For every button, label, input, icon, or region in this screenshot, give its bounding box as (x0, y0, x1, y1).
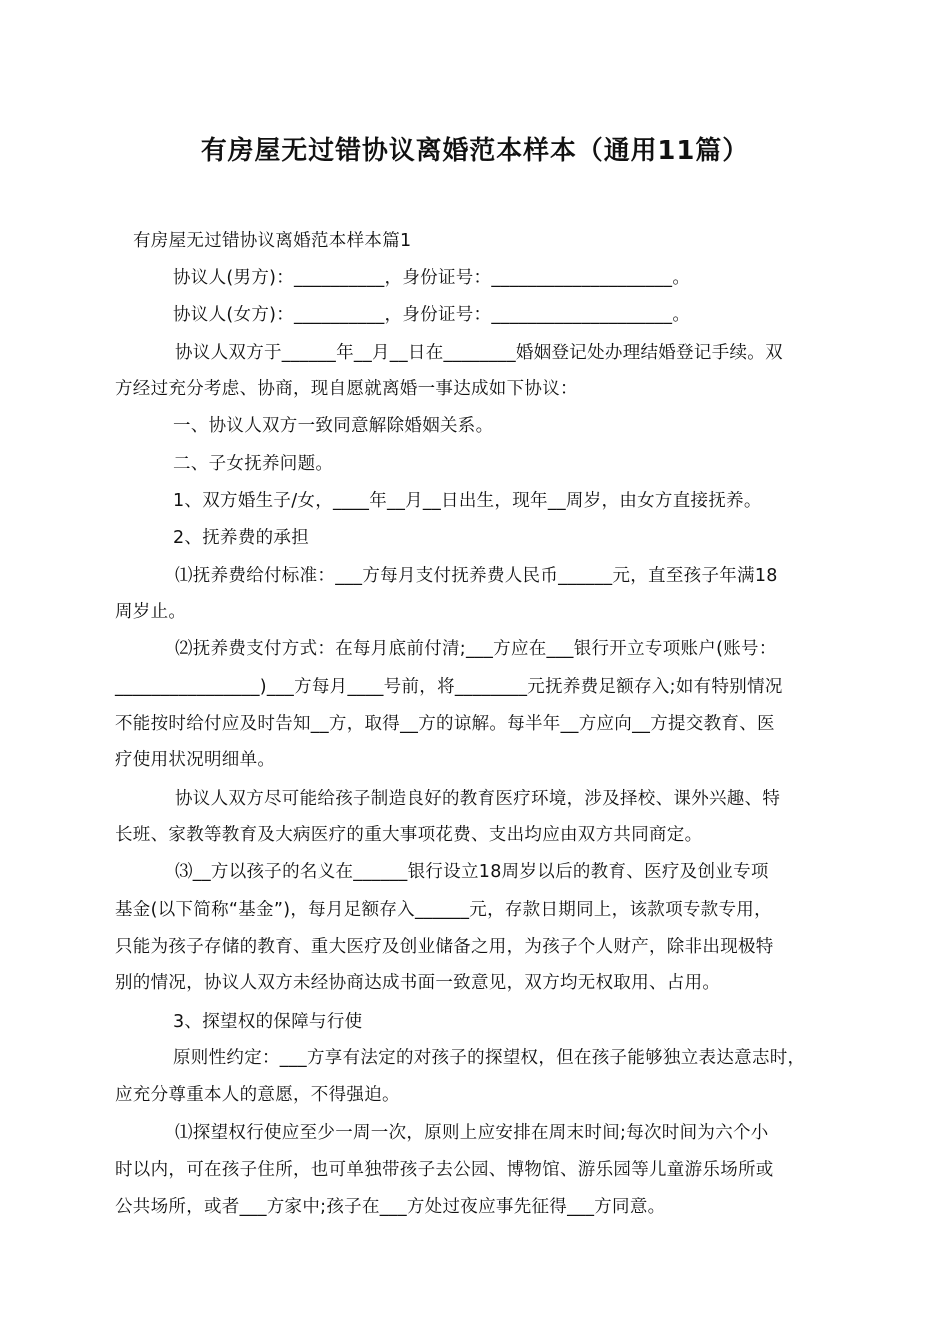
paragraph-line: ⑴抚养费给付标准：___方每月支付抚养费人民币______元，直至孩子年满18 (175, 566, 778, 586)
paragraph-line: 2、抚养费的承担 (173, 528, 310, 548)
paragraph-line: 方经过充分考虑、协商，现自愿就离婚一事达成如下协议： (115, 379, 578, 399)
paragraph-line: 协议人双方尽可能给孩子制造良好的教育医疗环境，涉及择校、课外兴趣、特 (175, 789, 781, 809)
paragraph-line: 协议人双方于______年__月__日在________婚姻登记处办理结婚登记手续。双 (175, 343, 783, 363)
paragraph-line: 原则性约定：___方享有法定的对孩子的探望权，但在孩子能够独立表达意志时， (173, 1048, 806, 1068)
paragraph-line: 1、双方婚生子/女，____年__月__日出生，现年__周岁，由女方直接抚养。 (173, 491, 762, 511)
paragraph-line: 应充分尊重本人的意愿，不得强迫。 (115, 1085, 400, 1105)
paragraph-line: 协议人(男方)：__________，身份证号：____________________。 (173, 268, 691, 288)
paragraph-line: ⑴探望权行使应至少一周一次，原则上应安排在周末时间;每次时间为六个小 (175, 1123, 769, 1143)
paragraph-line: ⑵抚养费支付方式：在每月底前付清;___方应在___银行开立专项账户(账号： (175, 639, 777, 659)
paragraph-line: ________________)___方每月____号前，将________元抚养费足额存入;如有特别情况 (115, 677, 783, 697)
paragraph-line: 协议人(女方)：__________，身份证号：____________________。 (173, 305, 691, 325)
paragraph-line: 二、子女抚养问题。 (173, 454, 334, 474)
paragraph-line: 长班、家教等教育及大病医疗的重大事项花费、支出均应由双方共同商定。 (115, 825, 703, 845)
document-title: 有房屋无过错协议离婚范本样本（通用11篇） (200, 136, 750, 166)
paragraph-line: 别的情况，协议人双方未经协商达成书面一致意见，双方均无权取用、占用。 (115, 973, 721, 993)
paragraph-line: 不能按时给付应及时告知__方，取得__方的谅解。每半年__方应向__方提交教育、医 (115, 714, 775, 734)
section-heading: 有房屋无过错协议离婚范本样本篇1 (133, 231, 412, 251)
paragraph-line: 时以内，可在孩子住所，也可单独带孩子去公园、博物馆、游乐园等儿童游乐场所或 (115, 1160, 774, 1180)
paragraph-line: ⑶__方以孩子的名义在______银行设立18周岁以后的教育、医疗及创业专项 (175, 862, 769, 882)
paragraph-line: 一、协议人双方一致同意解除婚姻关系。 (173, 416, 494, 436)
paragraph-line: 3、探望权的保障与行使 (173, 1012, 363, 1032)
paragraph-line: 公共场所，或者___方家中;孩子在___方处过夜应事先征得___方同意。 (115, 1197, 666, 1217)
paragraph-line: 疗使用状况明细单。 (115, 750, 276, 770)
paragraph-line: 基金(以下简称“基金”)，每月足额存入______元，存款日期同上，该款项专款专用， (115, 900, 772, 920)
paragraph-line: 周岁止。 (115, 602, 187, 622)
paragraph-line: 只能为孩子存储的教育、重大医疗及创业储备之用，为孩子个人财产，除非出现极特 (115, 937, 774, 957)
